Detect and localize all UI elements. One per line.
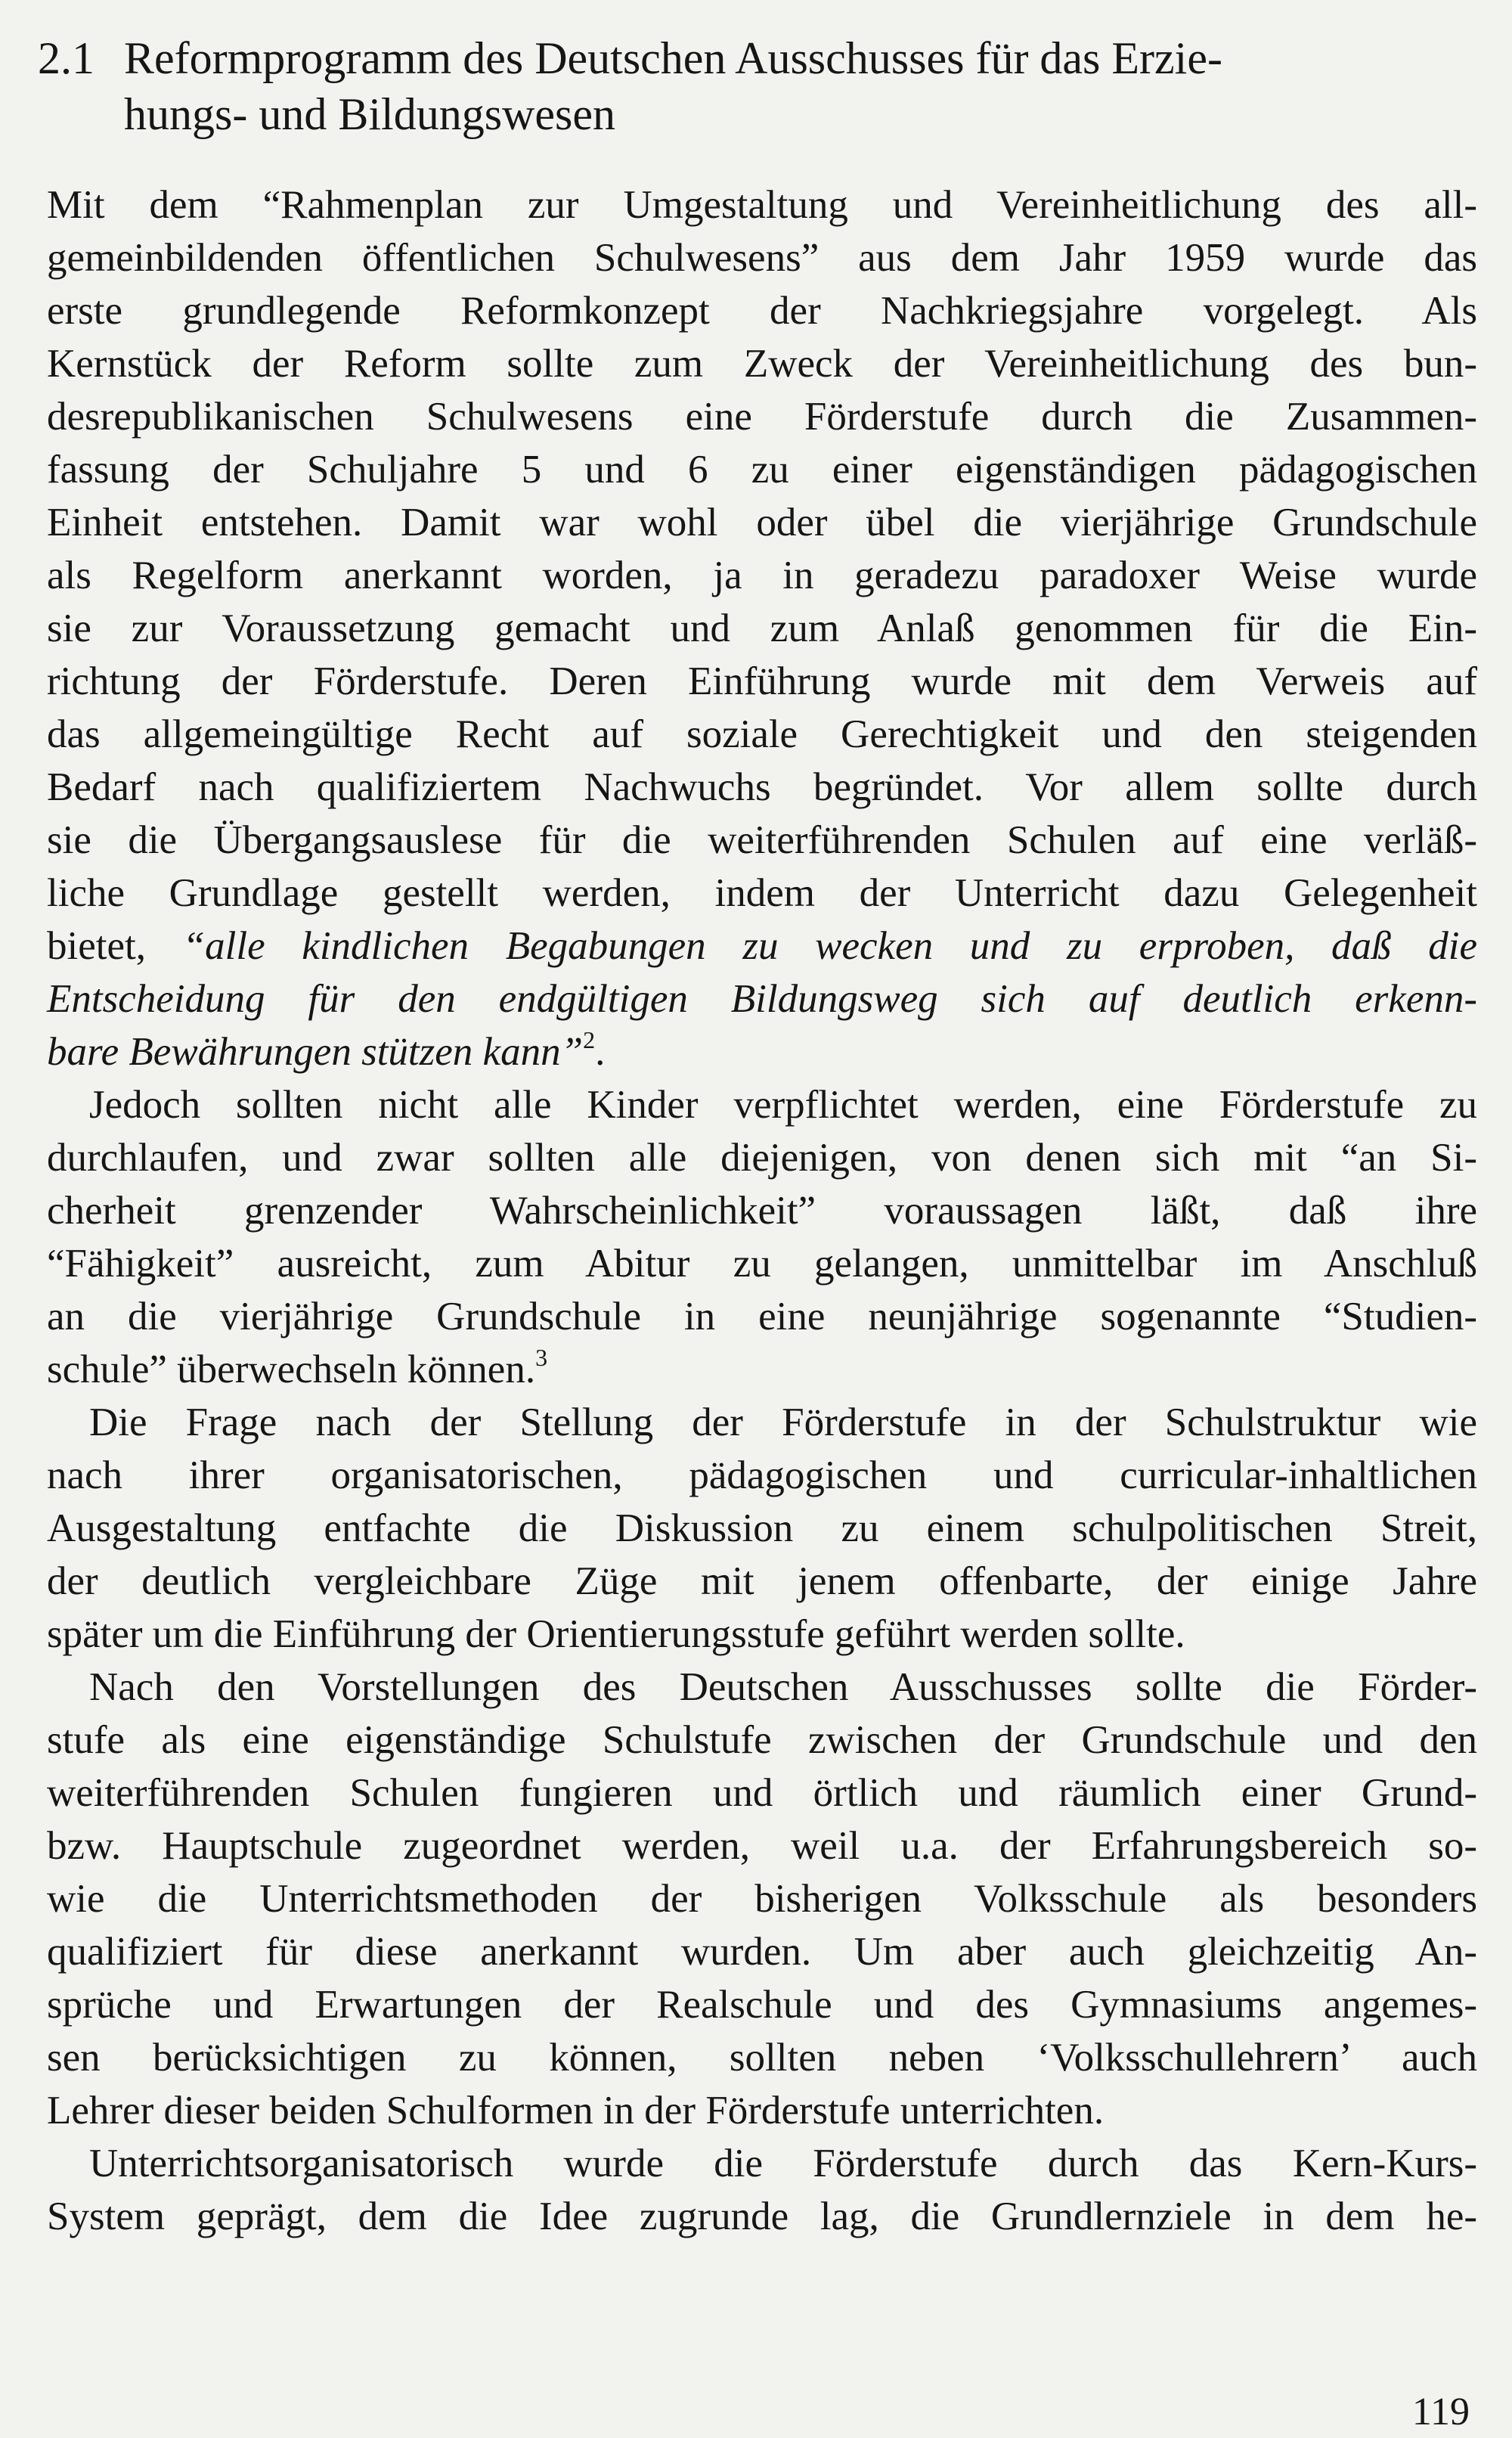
text-line: sie die Übergangsauslese für die weiterführenden Schulen auf eine verläß- [47,818,1477,862]
text-line: nach ihrer organisatorischen, pädagogischen und curricular-inhaltlichen [47,1453,1477,1497]
text-line: sprüche und Erwartungen der Realschule und des Gymnasiums angemes- [47,1983,1477,2027]
text-run: schule” überwechseln können. [47,1348,536,1391]
text-line: “Fähigkeit” ausreicht, zum Abitur zu gelangen, unmittelbar im Anschluß [47,1242,1477,1286]
text-line: cherheit grenzender Wahrscheinlichkeit” voraussagen läßt, daß ihre [47,1189,1477,1233]
page-number: 119 [1411,2390,1470,2433]
section-title-line-2: hungs- und Bildungswesen [124,89,615,139]
quotation: Entscheidung für den endgültigen Bildungsweg sich auf deutlich erkenn- [47,977,1477,1021]
text-run: . [595,1030,606,1074]
text-line: bzw. Hauptschule zugeordnet werden, weil u.a. der Erfahrungsbereich so- [47,1824,1477,1868]
text-line: gemeinbildenden öffentlichen Schulwesens” aus dem Jahr 1959 wurde das [47,236,1477,280]
text-line: der deutlich vergleichbare Züge mit jenem offenbarte, der einige Jahre [47,1559,1477,1603]
section-number: 2.1 [38,33,94,83]
text-line [47,920,1477,972]
text-line [47,1343,1477,1396]
text-line: an die vierjährige Grundschule in eine neunjährige sogenannte “Studien- [47,1295,1477,1338]
text-line: richtung der Förderstufe. Deren Einführung wurde mit dem Verweis auf [47,659,1477,703]
text-line: wie die Unterrichtsmethoden der bisherigen Volksschule als besonders [47,1877,1477,1921]
text-line: desrepublikanischen Schulwesens eine Förderstufe durch die Zusammen- [47,395,1477,439]
text-line: Nach den Vorstellungen des Deutschen Ausschusses sollte die Förder- [89,1665,1477,1709]
text-line: durchlaufen, und zwar sollten alle diejenigen, von denen sich mit “an Si- [47,1136,1477,1180]
text-line: Mit dem “Rahmenplan zur Umgestaltung und Vereinheitlichung des all- [47,183,1477,227]
section-title-line-1: Reformprogramm des Deutschen Ausschusses für das Erzie- [124,33,1222,83]
text-line: Die Frage nach der Stellung der Förderstufe in der Schulstruktur wie [89,1400,1477,1444]
footnote-ref: 3 [535,1344,548,1371]
text-line: das allgemeingültige Recht auf soziale Gerechtigkeit und den steigenden [47,712,1477,756]
quotation: bare Bewährungen stützen kann” [47,1030,584,1074]
text-line: weiterführenden Schulen fungieren und örtlich und räumlich einer Grund- [47,1771,1477,1815]
text-line: Ausgestaltung entfachte die Diskussion zu einem schulpolitischen Streit, [47,1506,1477,1550]
text-line: Jedoch sollten nicht alle Kinder verpflichtet werden, eine Förderstufe zu [89,1083,1477,1127]
text-line: Unterrichtsorganisatorisch wurde die Förderstufe durch das Kern-Kurs- [89,2142,1477,2185]
text-line: sie zur Voraussetzung gemacht und zum Anlaß genommen für die Ein- [47,606,1477,650]
text-line: als Regelform anerkannt worden, ja in geradezu paradoxer Weise wurde [47,554,1477,597]
quotation: “alle kindlichen Begabungen zu wecken und zu erproben, daß die [182,924,1477,968]
text-line: fassung der Schuljahre 5 und 6 zu einer eigenständigen pädagogischen [47,448,1477,492]
text-run: bietet, [47,924,183,968]
text-line: erste grundlegende Reformkonzept der Nachkriegsjahre vorgelegt. Als [47,289,1477,333]
text-line: Bedarf nach qualifiziertem Nachwuchs begründet. Vor allem sollte durch [47,765,1477,809]
text-line: qualifiziert für diese anerkannt wurden. Um aber auch gleichzeitig An- [47,1930,1477,1974]
text-line: Lehrer dieser beiden Schulformen in der Förderstufe unterrichten. [47,2089,1105,2132]
footnote-ref: 2 [583,1026,596,1053]
text-line: liche Grundlage gestellt werden, indem der Unterricht dazu Gelegenheit [47,871,1477,915]
text-line: sen berücksichtigen zu können, sollten neben ‘Volksschullehrern’ auch [47,2036,1477,2080]
text-line [47,972,1477,1025]
text-line: Kernstück der Reform sollte zum Zweck der Vereinheitlichung des bun- [47,342,1477,386]
text-line [47,1025,1477,1078]
text-line: Einheit entstehen. Damit war wohl oder übel die vierjährige Grundschule [47,501,1477,544]
text-line: später um die Einführung der Orientierungsstufe geführt werden sollte. [47,1612,1185,1656]
text-line: stufe als eine eigenständige Schulstufe zwischen der Grundschule und den [47,1718,1477,1762]
text-line: System geprägt, dem die Idee zugrunde lag, die Grundlernziele in dem he- [47,2195,1477,2238]
